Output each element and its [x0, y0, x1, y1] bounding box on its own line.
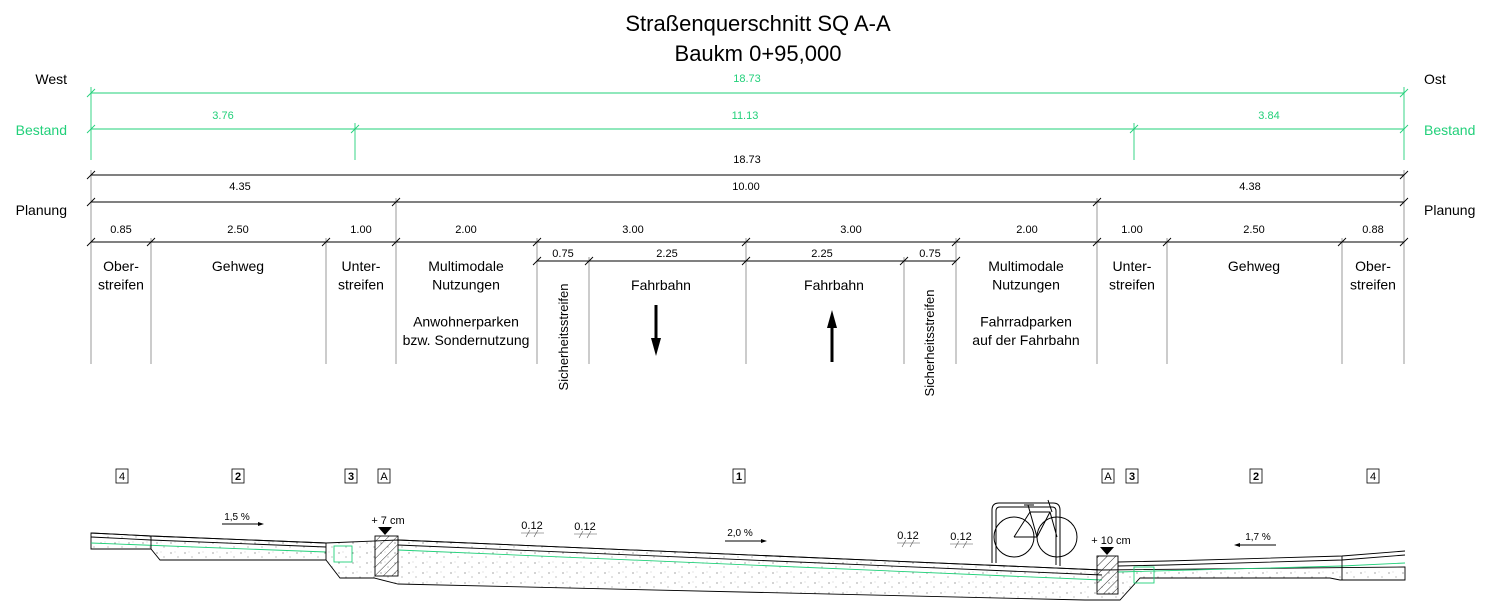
- bicycle-icon: [992, 500, 1077, 566]
- svg-text:4: 4: [1369, 471, 1377, 483]
- section-markers: [116, 469, 1379, 483]
- zone-label: Nutzungen: [432, 276, 500, 293]
- direction-arrow-up: [827, 310, 837, 362]
- curb-west: [375, 536, 398, 576]
- planned-group-west: 4.35: [229, 181, 251, 193]
- existing-label-west: Bestand: [15, 122, 67, 138]
- zone-label: bzw. Sondernutzung: [402, 332, 530, 348]
- section-marker: [345, 469, 357, 483]
- section-marker: [116, 469, 128, 483]
- offset-1: 0.12: [521, 520, 543, 532]
- section-marker: [733, 469, 745, 483]
- planned-subpart-dimension: 2.25: [656, 248, 678, 260]
- planned-part-dimension: 1.00: [350, 224, 372, 236]
- zone-label: Gehweg: [1227, 258, 1281, 274]
- planned-part-dimension: 2.00: [1016, 224, 1038, 236]
- zone-label: Fahrbahn: [631, 277, 691, 293]
- slope-west: 1,5 %: [224, 512, 250, 523]
- svg-text:3: 3: [347, 471, 355, 483]
- safety-strip-label-west: Sicherheitsstreifen: [556, 283, 571, 391]
- planned-part-dimension: 2.50: [227, 224, 249, 236]
- drawing-subtitle: Baukm 0+95,000: [674, 41, 842, 66]
- zone-label: Fahrradparken: [980, 313, 1072, 330]
- svg-text:A: A: [1104, 471, 1112, 483]
- offset-4: 0.12: [950, 531, 972, 543]
- svg-text:2: 2: [1252, 471, 1260, 483]
- level-marker-east: [1100, 547, 1114, 555]
- existing-label-east: Bestand: [1424, 122, 1476, 138]
- planned-part-dimension: 0.88: [1362, 224, 1384, 236]
- planned-subpart-dimension: 0.75: [552, 248, 574, 260]
- slope-east: 1,7 %: [1245, 532, 1271, 543]
- zone-label: streifen: [338, 276, 384, 293]
- east-label: Ost: [1424, 71, 1446, 87]
- level-marker-west: [378, 527, 392, 535]
- slope-road: 2,0 %: [727, 528, 753, 539]
- section-marker: [1102, 469, 1114, 483]
- zone-descriptions: [98, 258, 1396, 348]
- offset-2: 0.12: [574, 521, 596, 533]
- svg-text:1: 1: [735, 471, 743, 483]
- section-marker: [1250, 469, 1262, 483]
- slope-arrow-east: [1234, 543, 1276, 547]
- curb-height-west: + 7 cm: [371, 515, 405, 527]
- existing-total-dimension: 18.73: [733, 73, 761, 85]
- planned-group-east: 4.38: [1239, 181, 1261, 193]
- zone-label: Multimodale: [428, 258, 504, 274]
- planned-part-dimension: 1.00: [1121, 224, 1143, 236]
- planned-label-east: Planung: [1424, 202, 1476, 218]
- section-marker: [1367, 469, 1379, 483]
- planned-dimensions: [87, 154, 1408, 364]
- section-marker: [378, 469, 390, 483]
- zone-label: Fahrbahn: [804, 277, 864, 293]
- planned-total-dimension: 18.73: [733, 154, 761, 166]
- planned-part-dimension: 2.50: [1243, 224, 1265, 236]
- section-marker: [232, 469, 244, 483]
- svg-text:3: 3: [1128, 471, 1136, 483]
- zone-label: Multimodale: [988, 258, 1064, 274]
- existing-dimension-west: 3.76: [212, 110, 234, 122]
- zone-label: Unter-: [1112, 258, 1152, 274]
- planned-part-dimension: 0.85: [110, 224, 132, 236]
- existing-dimension-east: 3.84: [1258, 110, 1280, 122]
- planned-part-dimension: 2.00: [455, 224, 477, 236]
- zone-label: streifen: [1350, 276, 1396, 293]
- safety-strip-label-east: Sicherheitsstreifen: [922, 289, 937, 397]
- zone-label: streifen: [1109, 276, 1155, 293]
- zone-label: Ober-: [103, 258, 139, 274]
- planned-part-dimension: 3.00: [622, 224, 644, 236]
- zone-label: streifen: [98, 276, 144, 293]
- existing-dimension-center: 11.13: [731, 110, 759, 122]
- zone-label: Unter-: [341, 258, 381, 274]
- zone-label: auf der Fahrbahn: [972, 332, 1080, 348]
- curb-height-east: + 10 cm: [1091, 535, 1131, 547]
- svg-text:4: 4: [118, 471, 126, 483]
- zone-label: Anwohnerparken: [413, 313, 519, 330]
- zone-label: Gehweg: [211, 258, 265, 274]
- zone-label: Nutzungen: [992, 276, 1060, 293]
- svg-text:A: A: [380, 471, 388, 483]
- direction-arrow-down: [651, 305, 661, 356]
- section-marker: [1126, 469, 1138, 483]
- planned-group-center: 10.00: [732, 181, 760, 193]
- slope-arrow-road: [725, 539, 767, 543]
- svg-text:2: 2: [234, 471, 242, 483]
- planned-subpart-dimension: 0.75: [919, 248, 941, 260]
- west-label: West: [35, 71, 67, 87]
- planned-label-west: Planung: [15, 202, 67, 218]
- existing-dimensions: [87, 73, 1408, 160]
- zone-label: Ober-: [1355, 258, 1391, 274]
- planned-subpart-dimension: 2.25: [811, 248, 833, 260]
- planned-part-dimension: 3.00: [840, 224, 862, 236]
- cross-section-profile: [91, 500, 1405, 600]
- offset-3: 0.12: [897, 530, 919, 542]
- drawing-title: Straßenquerschnitt SQ A-A: [625, 11, 891, 36]
- curb-east: [1097, 556, 1118, 594]
